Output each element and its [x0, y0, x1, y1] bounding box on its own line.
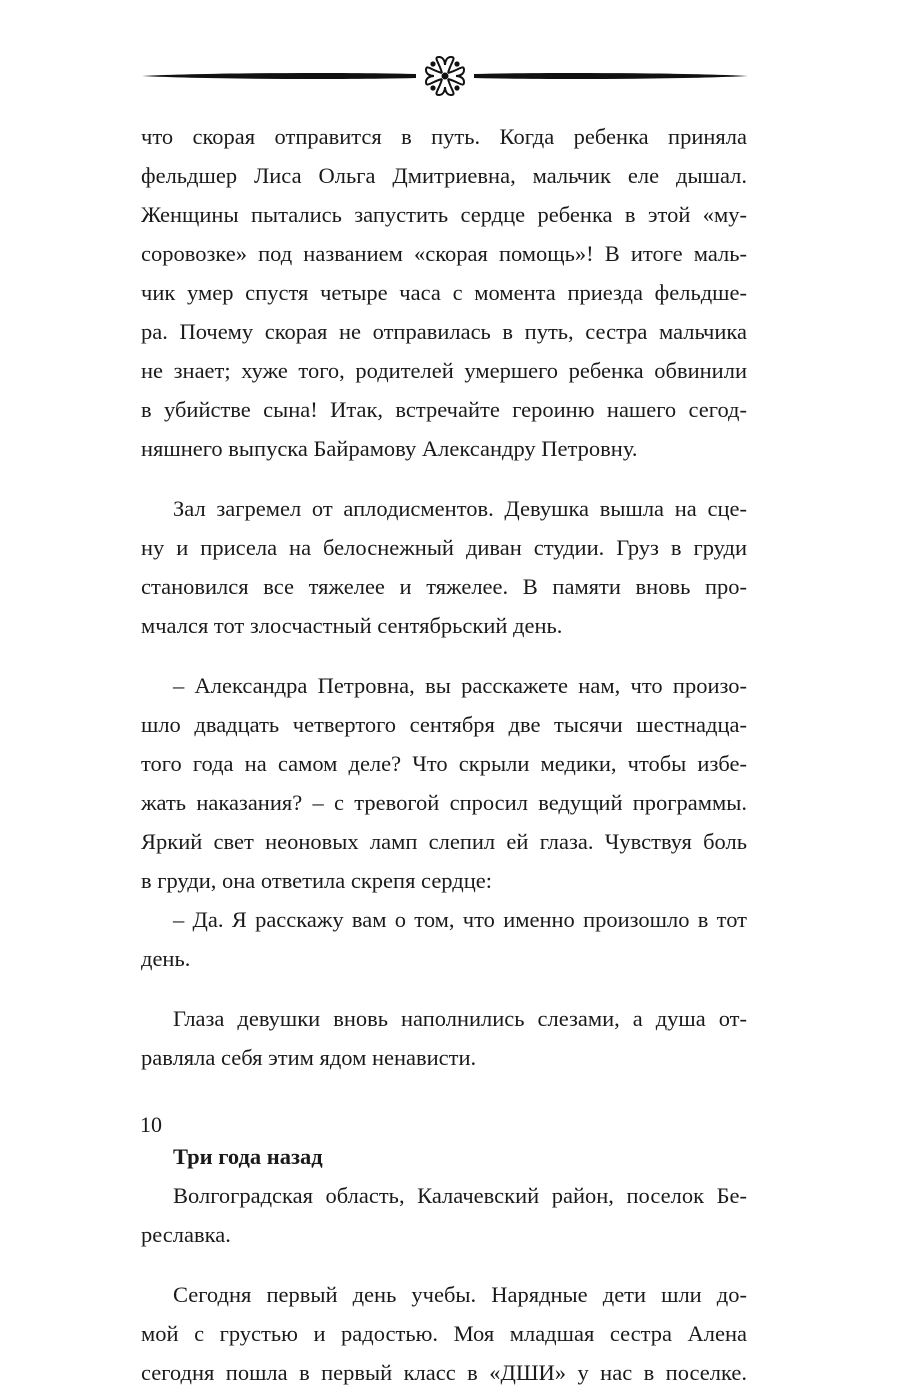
text-line: жать наказания? – с тревогой спросил ведущий программы. — [141, 790, 747, 815]
text-line: ра. Почему скорая не отправилась в путь, сестра мальчика — [141, 319, 747, 344]
text-line: Волгоградская область, Калачевский район, поселок Бе- — [173, 1183, 747, 1208]
body-text — [141, 117, 747, 1392]
text-line: чик умер спустя четыре часа с момента приезда фельдше- — [141, 280, 747, 305]
left-rule — [142, 73, 416, 79]
text-line: реславка. — [141, 1222, 231, 1247]
text-line: Женщины пытались запустить сердце ребенка в этой «му- — [141, 202, 747, 227]
paragraph — [141, 1176, 747, 1254]
text-line: Зал загремел от аплодисментов. Девушка вышла на сце- — [173, 496, 747, 521]
text-line: няшнего выпуска Байрамову Александру Петровну. — [141, 436, 638, 461]
text-line: ну и присела на белоснежный диван студии. Груз в груди — [141, 535, 747, 560]
right-rule — [474, 73, 748, 79]
text-line: равляла себя этим ядом ненависти. — [141, 1045, 477, 1070]
paragraph — [141, 666, 747, 900]
text-line: не знает; хуже того, родителей умершего ребенка обвинили — [141, 358, 747, 383]
text-line: Сегодня первый день учебы. Нарядные дети шли до- — [173, 1282, 747, 1307]
text-line: соровозке» под названием «скорая помощь»! В итоге маль- — [141, 241, 747, 266]
text-line: того года на самом деле? Что скрыли медики, чтобы избе- — [141, 751, 747, 776]
text-line: мой с грустью и радостью. Моя младшая сестра Алена — [141, 1321, 747, 1346]
text-line: в груди, она ответила скрепя сердце: — [141, 868, 492, 893]
text-line: шло двадцать четвертого сентября две тысячи шестнадца- — [141, 712, 747, 737]
paragraph — [141, 999, 747, 1077]
text-line: Яркий свет неоновых ламп слепил ей глаза. Чувствуя боль — [141, 829, 747, 854]
text-line: день. — [141, 946, 191, 971]
page-number: 10 — [140, 1112, 162, 1137]
paragraph — [141, 900, 747, 978]
paragraph — [141, 1275, 747, 1392]
paragraph — [141, 489, 747, 645]
header-ornament — [140, 54, 750, 98]
text-line: в убийстве сына! Итак, встречайте героиню нашего сегод- — [141, 397, 747, 422]
section-heading: Три года назад — [173, 1144, 323, 1169]
text-line: мчался тот злосчастный сентябрьский день. — [141, 613, 563, 638]
text-line: – Александра Петровна, вы расскажете нам, что произо- — [173, 673, 747, 698]
text-line: что скорая отправится в путь. Когда ребенка приняла — [141, 124, 747, 149]
text-line: Глаза девушки вновь наполнились слезами, а душа от- — [173, 1006, 747, 1031]
floral-fleuron-icon — [426, 57, 464, 95]
paragraph — [141, 117, 747, 468]
text-line: – Да. Я расскажу вам о том, что именно произошло в тот — [173, 907, 747, 932]
text-line: сегодня пошла в первый класс в «ДШИ» у нас в поселке. — [141, 1360, 747, 1385]
text-line: становился все тяжелее и тяжелее. В памяти вновь про- — [141, 574, 747, 599]
text-line: фельдшер Лиса Ольга Дмитриевна, мальчик еле дышал. — [141, 163, 747, 188]
